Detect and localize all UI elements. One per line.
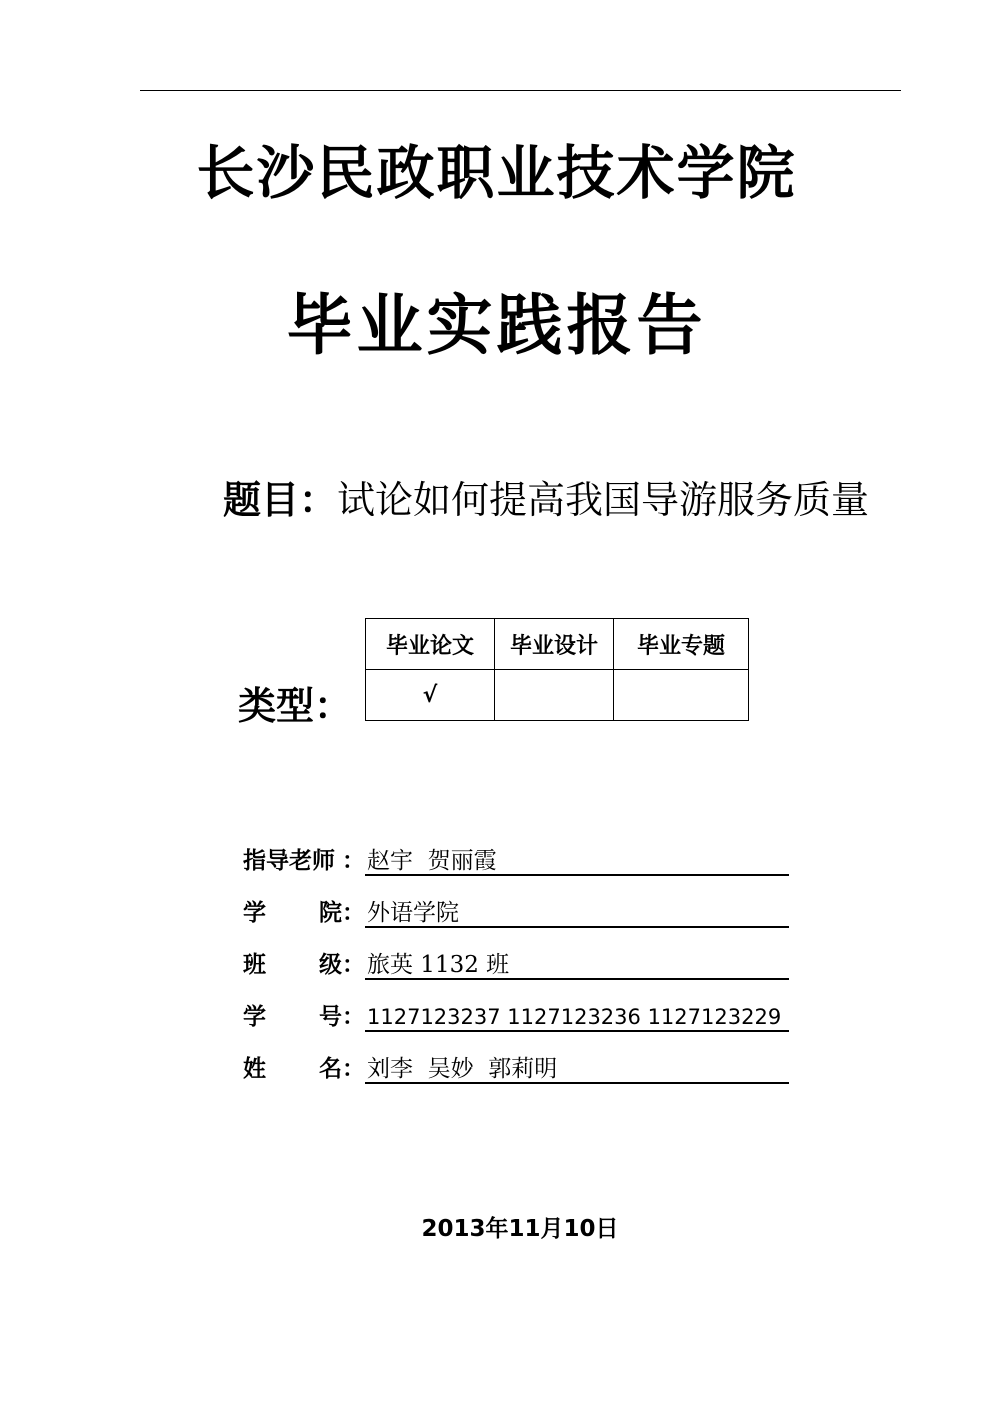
college-label: 学 院： [243,900,365,926]
name-row [243,1054,789,1084]
type-col-design: 毕业设计 [495,619,614,670]
check-mark-thesis: √ [366,670,495,721]
type-col-thesis: 毕业论文 [366,619,495,670]
student-id-value: 1127123237 1127123236 1127123229 [365,1002,789,1032]
school-name: 长沙民政职业技术学院 [196,139,797,207]
type-table [365,618,749,721]
class-value: 旅英 1132 班 [365,950,789,980]
header-rule [140,90,901,91]
name-value: 刘李 吴妙 郭莉明 [365,1054,789,1084]
topic-line [143,474,873,526]
class-row [243,950,789,980]
college-value: 外语学院 [365,898,789,928]
topic-label: 题目： [223,478,338,522]
advisor-value: 赵宇 贺丽霞 [365,846,789,876]
type-label: 类型： [238,684,353,728]
report-date: 2013年11月10日 [421,1216,619,1242]
topic-text: 试论如何提高我国导游服务质量 [337,478,870,522]
check-mark-design [495,670,614,721]
student-id-row [243,1002,789,1032]
name-label: 姓 名： [243,1056,365,1082]
class-label: 班 级： [243,952,365,978]
report-title: 毕业实践报告 [286,287,707,364]
type-table-mark-row [366,670,749,721]
type-table-header-row [366,619,749,670]
check-mark-topic [614,670,749,721]
student-id-label: 学 号： [243,1004,365,1030]
advisor-row [243,846,789,876]
college-row [243,898,789,928]
type-col-topic: 毕业专题 [614,619,749,670]
advisor-label: 指导老师 ： [243,848,365,874]
